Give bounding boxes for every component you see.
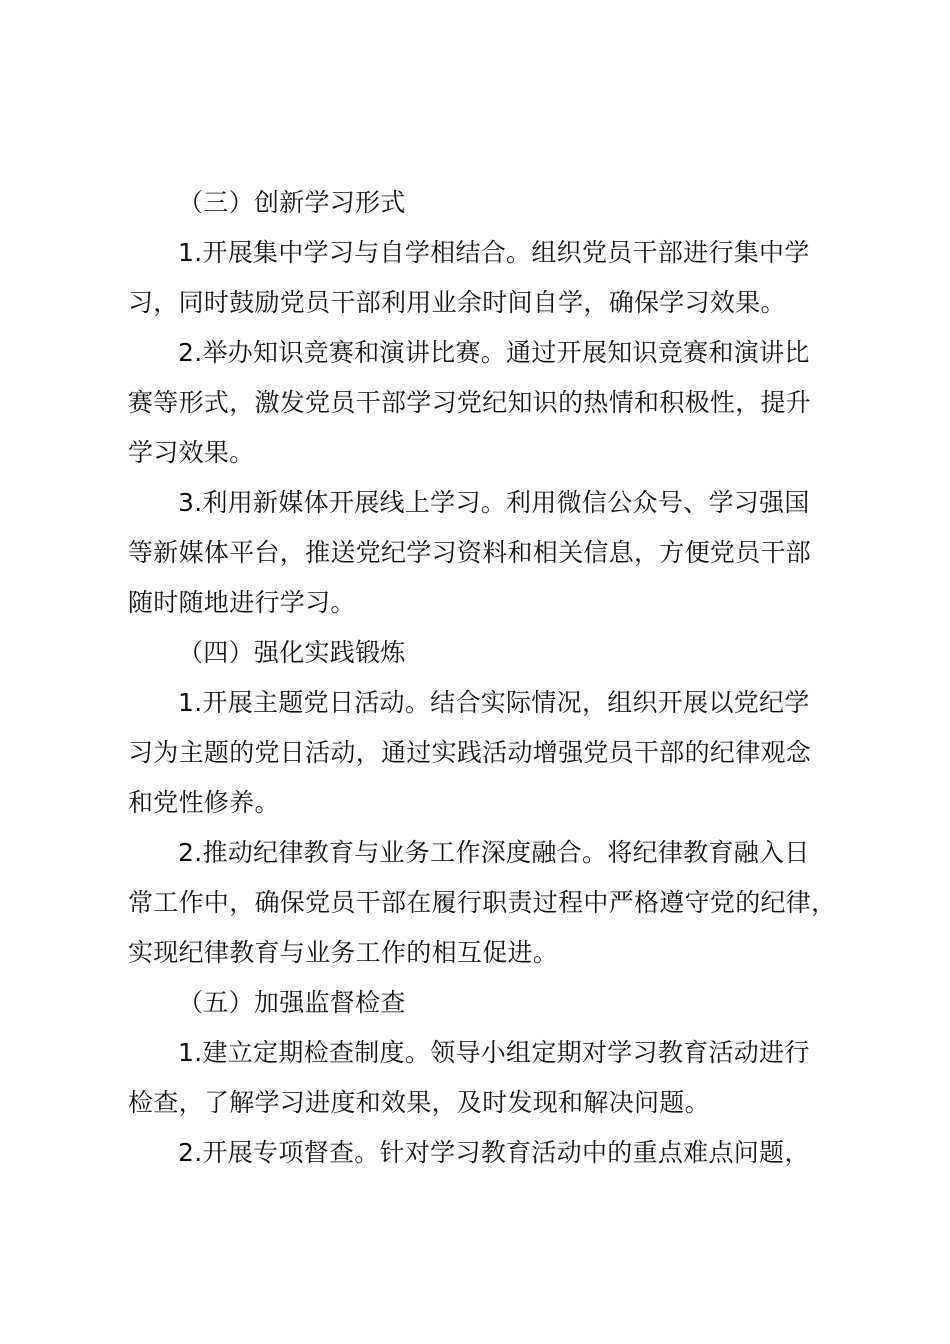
- paragraph-line: 2.开展专项督查。针对学习教育活动中的重点难点问题，: [178, 1138, 810, 1167]
- paragraph-line: 常工作中，确保党员干部在履行职责过程中严格遵守党的纪律，: [128, 888, 837, 917]
- paragraph-line: 2.推动纪律教育与业务工作深度融合。将纪律教育融入日: [178, 838, 810, 867]
- paragraph-line: 3.利用新媒体开展线上学习。利用微信公众号、学习强国: [178, 488, 810, 517]
- paragraph-line: 2.举办知识竞赛和演讲比赛。通过开展知识竞赛和演讲比: [178, 338, 810, 367]
- paragraph-line: 实现纪律教育与业务工作的相互促进。: [128, 938, 559, 967]
- paragraph-line: 赛等形式，激发党员干部学习党纪知识的热情和积极性，提升: [128, 388, 812, 417]
- paragraph-line: 等新媒体平台，推送党纪学习资料和相关信息，方便党员干部: [128, 538, 812, 567]
- paragraph-line: 随时随地进行学习。: [128, 588, 356, 617]
- paragraph-line: 习为主题的党日活动，通过实践活动增强党员干部的纪律观念: [128, 738, 812, 767]
- paragraph-line: 学习效果。: [128, 438, 255, 467]
- section-heading-3: （三）创新学习形式: [178, 188, 406, 217]
- paragraph-line: 1.开展集中学习与自学相结合。组织党员干部进行集中学: [178, 238, 810, 267]
- paragraph-line: 和党性修养。: [128, 788, 280, 817]
- paragraph-line: 1.开展主题党日活动。结合实际情况，组织开展以党纪学: [178, 688, 810, 717]
- paragraph-line: 1.建立定期检查制度。领导小组定期对学习教育活动进行: [178, 1038, 810, 1067]
- section-heading-4: （四）强化实践锻炼: [178, 638, 406, 667]
- paragraph-line: 习，同时鼓励党员干部利用业余时间自学，确保学习效果。: [128, 288, 786, 317]
- section-heading-5: （五）加强监督检查: [178, 988, 406, 1017]
- paragraph-line: 检查，了解学习进度和效果，及时发现和解决问题。: [128, 1088, 710, 1117]
